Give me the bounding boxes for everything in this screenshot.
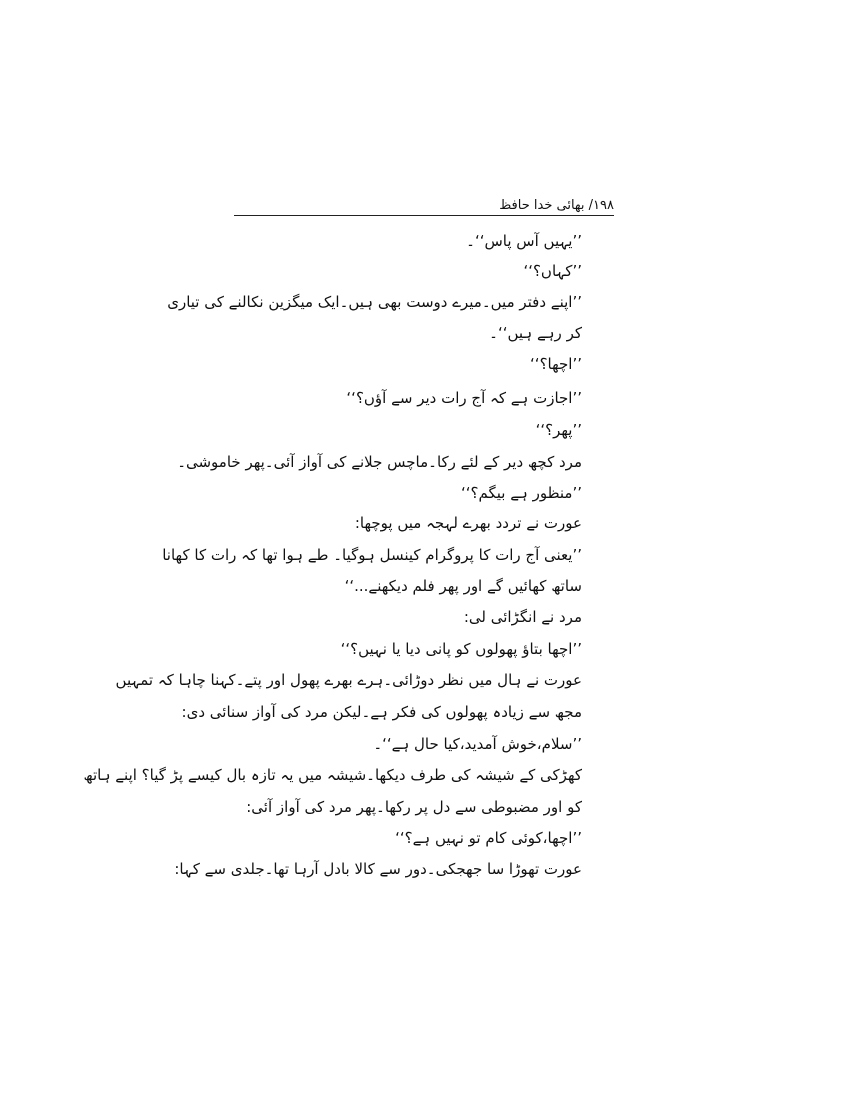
text-line: ’’اچھا،کوئی کام تو نہیں ہے؟‘‘ <box>395 829 582 847</box>
text-line: مجھ سے زیادہ پھولوں کی فکر ہے۔لیکن مرد کی آواز سنائی دی: <box>181 703 582 721</box>
text-line: ’’کہاں؟‘‘ <box>523 262 582 280</box>
text-line: ’’اچھا بتاؤ پھولوں کو پانی دیا یا نہیں؟‘‘ <box>340 640 582 658</box>
text-line: ’’اجازت ہے کہ آج رات دیر سے آؤں؟‘‘ <box>346 389 582 407</box>
text-line: ’’یہیں آس پاس‘‘۔ <box>466 232 582 250</box>
text-line: کھڑکی کے شیشہ کی طرف دیکھا۔شیشہ میں یہ تازہ بال کیسے پڑ گیا؟ اپنے ہاتھ <box>83 766 582 784</box>
text-line: ’’یعنی آج رات کا پروگرام کینسل ہوگیا۔ طے ہوا تھا کہ رات کا کھانا <box>162 546 582 564</box>
text-line: کر رہے ہیں‘‘۔ <box>489 324 582 342</box>
page-title: ۱۹۸/ بھائی خدا حافظ <box>499 198 614 213</box>
text-line: عورت نے ہال میں نظر دوڑائی۔ہرے بھرے پھول اور پتے۔کہنا چاہا کہ تمہیں <box>115 671 582 689</box>
text-line: ’’سلام،خوش آمدید،کیا حال ہے‘‘۔ <box>373 735 582 753</box>
header-rule <box>234 215 614 216</box>
text-line: ’’منظور ہے بیگم؟‘‘ <box>461 484 582 502</box>
text-line: مرد نے انگڑائی لی: <box>463 608 582 626</box>
text-line: عورت تھوڑا سا جھجکی۔دور سے کالا بادل آرہا تھا۔جلدی سے کہا: <box>174 860 582 878</box>
text-line: عورت نے تردد بھرے لہجہ میں پوچھا: <box>354 514 582 532</box>
running-header <box>234 196 614 216</box>
text-line: ’’پھر؟‘‘ <box>535 421 582 439</box>
text-line: ’’اپنے دفتر میں۔میرے دوست بھی ہیں۔ایک میگزین نکالنے کی تیاری <box>167 293 582 311</box>
text-line: ساتھ کھائیں گے اور پھر فلم دیکھنے...‘‘ <box>344 577 582 595</box>
text-line: مرد کچھ دیر کے لئے رکا۔ماچس جلانے کی آواز آئی۔پھر خاموشی۔ <box>177 453 582 471</box>
text-line: کو اور مضبوطی سے دل پر رکھا۔پھر مرد کی آواز آئی: <box>246 798 582 816</box>
text-line: ’’اچھا؟‘‘ <box>530 355 582 373</box>
